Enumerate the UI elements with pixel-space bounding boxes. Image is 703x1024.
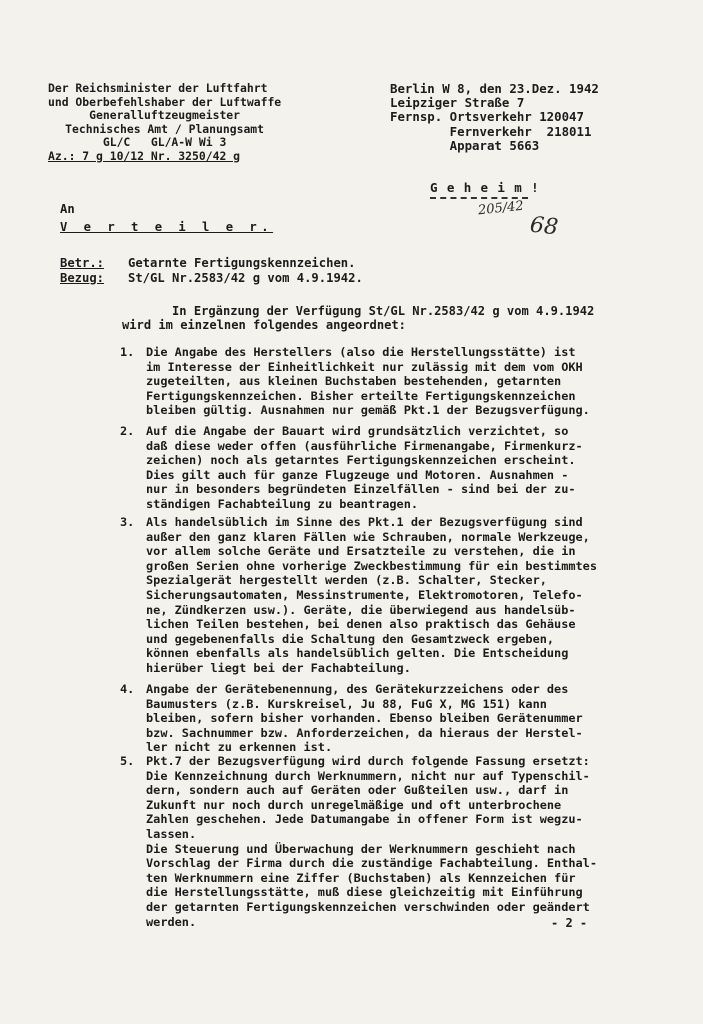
item-line: ne, Zündkerzen usw.). Geräte, die überwiegend aus handelsüb- (146, 602, 576, 617)
item-line: vor allem solche Geräte und Ersatzteile zu verstehen, die in (146, 544, 576, 559)
subject-label: Betr.: (60, 256, 105, 270)
phone-local: Fernsp. Ortsverkehr 120047 (390, 109, 584, 125)
item-line: hierüber liegt bei der Fachabteilung. (146, 660, 411, 675)
item-line: zeichen) noch als getarntes Fertigungskennzeichen erscheint. (146, 453, 576, 468)
item-line: Als handelsüblich im Sinne des Pkt.1 der Bezugsverfügung sind (146, 515, 583, 529)
classification-stamp: G e h e i m ! (430, 180, 540, 195)
item-line: können ebenfalls als handelsüblich gelten. Die Entscheidung (146, 646, 569, 661)
item-line: werden. (146, 914, 197, 929)
item-line: Spezialgerät hergestellt werden (z.B. Schalter, Stecker, (146, 573, 547, 588)
recipient-name: V e r t e i l e r. (60, 220, 274, 234)
phone-extension: Apparat 5663 (390, 137, 540, 153)
item-line: und gegebenenfalls die Schaltung den Gesamtzweck ergeben, (146, 631, 555, 646)
sender-line-1: Der Reichsminister der Luftfahrt (48, 81, 268, 95)
item-line: Sicherungsautomaten, Messinstrumente, Elektromotoren, Telefo- (146, 587, 583, 602)
item-line: außer den ganz klaren Fällen wie Schrauben, normale Werkzeuge, (146, 529, 590, 544)
item-number: 4. (120, 682, 135, 696)
item-line: nur in besonders begründeten Einzelfällen - sind bei der zu- (146, 482, 576, 497)
item-line: ler nicht zu erkennen ist. (146, 740, 333, 755)
item-line: lichen Teilen bestehen, bei denen also praktisch das Gehäuse (146, 617, 576, 632)
item-line: im Interesse der Einheitlichkeit nur zulässig mit dem vom OKH (146, 359, 583, 374)
item-line: die Herstellungsstätte, muß diese gleichzeitig mit Einführung (146, 885, 583, 900)
item-line: Die Steuerung und Überwachung der Werknummern geschieht nach (146, 841, 576, 856)
item-line: Zahlen geschehen. Jede Datumangabe in offener Form ist wegzu- (146, 812, 583, 827)
item-line: zugeteilten, aus kleinen Buchstaben bestehenden, getarnten (146, 374, 562, 389)
item-line: Angabe der Gerätebenennung, des Gerätekurzzeichens oder des (146, 682, 569, 696)
item-line: ten Werknummern eine Ziffer (Buchstaben) als Kennzeichen für (146, 870, 576, 885)
item-line: Pkt.7 der Bezugsverfügung wird durch folgende Fassung ersetzt: (146, 754, 590, 768)
item-line: bzw. Sachnummer bzw. Anforderzeichen, da hieraus der Herstel- (146, 725, 583, 740)
item-number: 1. (120, 345, 135, 359)
item-line: der getarnten Fertigungskennzeichen verschwinden oder geändert (146, 899, 590, 914)
recipient-label: An (60, 202, 75, 216)
phone-long-distance: Fernverkehr 218011 (390, 123, 592, 139)
intro-line-2: wird im einzelnen folgendes angeordnet: (122, 318, 406, 333)
item-number: 3. (120, 515, 135, 529)
page-number: - 2 - (551, 916, 588, 930)
street: Leipziger Straße 7 (390, 95, 525, 111)
sender-line-4: Technisches Amt / Planungsamt (65, 121, 265, 136)
item-line: Dies gilt auch für ganze Flugzeuge und Motoren. Ausnahmen - (146, 467, 569, 482)
references-block (60, 256, 363, 285)
intro-line-1: In Ergänzung der Verfügung St/GL Nr.2583/42 g vom 4.9.1942 (172, 304, 595, 318)
sender-line-3: Generalluftzeugmeister (89, 108, 241, 123)
reference-row (60, 271, 363, 286)
item-line: bleiben gültig. Ausnahmen nur gemäß Pkt.1 der Bezugsverfügung. (146, 403, 590, 418)
sender-line-2: und Oberbefehlshaber der Luftwaffe (48, 94, 282, 109)
item-number: 2. (120, 424, 135, 438)
subject-text: Getarnte Fertigungskennzeichen. (128, 256, 356, 270)
handwritten-number: 205/42 (477, 198, 525, 219)
item-line: daß diese weder offen (ausführliche Firmenangabe, Firmenkurz- (146, 438, 583, 453)
item-line: Zukunft nur noch durch unregelmäßige und oft unterbrochene (146, 797, 562, 812)
file-reference: Az.: 7 g 10/12 Nr. 3250/42 g (48, 148, 241, 163)
item-number: 5. (120, 754, 135, 768)
item-line: Die Angabe des Herstellers (also die Herstellungsstätte) ist (146, 345, 576, 359)
item-line: ständigen Fachabteilung zu beantragen. (146, 496, 419, 511)
item-line: großen Serien ohne vorherige Zweckbestimmung für ein bestimmtes (146, 558, 598, 573)
item-line: bleiben, sofern bisher vorhanden. Ebenso bleiben Gerätenummer (146, 711, 583, 726)
item-line: Auf die Angabe der Bauart wird grundsätzlich verzichtet, so (146, 424, 569, 438)
sender-line-5: GL/C GL/A-W Wi 3 (102, 135, 227, 150)
intro-paragraph (122, 304, 642, 333)
item-line: Die Kennzeichnung durch Werknummern, nicht nur auf Typenschil- (146, 768, 590, 783)
reference-label: Bezug: (60, 270, 105, 285)
handwritten-mark: 68 (528, 212, 560, 241)
sender-block (48, 82, 281, 164)
item-line: dern, sondern auch auf Geräten oder Gußteilen usw., darf in (146, 783, 569, 798)
item-line: lassen. (146, 826, 197, 841)
reference-text: St/GL Nr.2583/42 g vom 4.9.1942. (128, 270, 363, 285)
subject-row (60, 256, 363, 271)
place-date: Berlin W 8, den 23.Dez. 1942 (390, 81, 599, 96)
item-line: Vorschlag der Firma durch die zuständige Fachabteilung. Enthal- (146, 856, 598, 871)
address-block (390, 82, 599, 153)
item-line: Fertigungskennzeichen. Bisher erteilte Fertigungskennzeichen (146, 388, 576, 403)
item-line: Baumusters (z.B. Kurskreisel, Ju 88, FuG X, MG 151) kann (146, 696, 547, 711)
